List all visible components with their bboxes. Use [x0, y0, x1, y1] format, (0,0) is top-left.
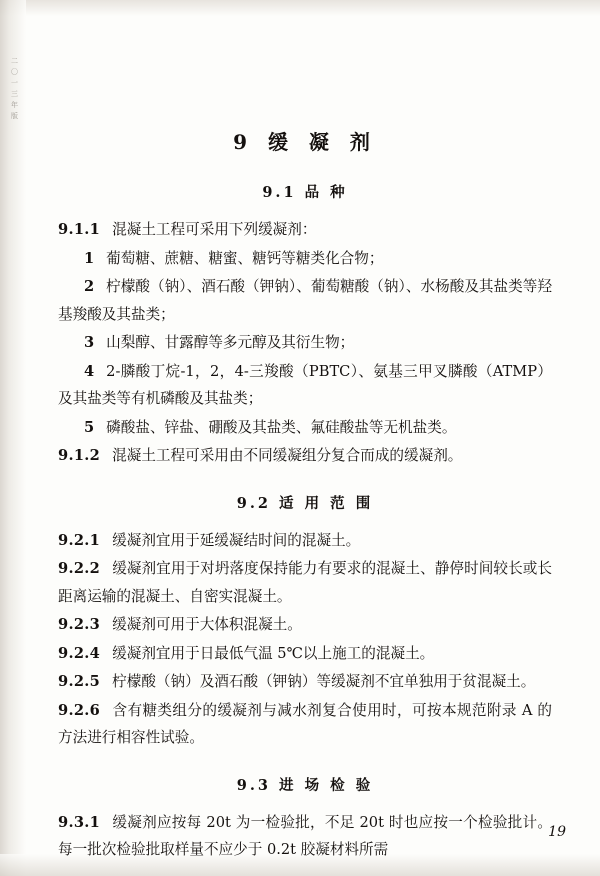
section-title-9-3: 9.3 进 场 检 验	[236, 776, 374, 794]
list-item-number: 5	[84, 418, 95, 436]
paragraph-text: 缓凝剂宜用于对坍落度保持能力有要求的混凝土、静停时间较长或长距离运输的混凝土、自密实混凝土。	[58, 560, 552, 605]
list-item-number: 3	[84, 334, 95, 351]
paragraph-9-3-1	[58, 809, 552, 864]
page-number: 19	[548, 824, 566, 840]
paragraph-text: 缓凝剂可用于大体积混凝土。	[112, 616, 302, 633]
paragraph-9-1-1	[58, 216, 552, 244]
list-item-5	[58, 414, 552, 442]
list-item-2	[58, 273, 552, 328]
list-item-text: 2-膦酸丁烷-1，2，4-三羧酸（PBTC）、氨基三甲叉膦酸（ATMP）及其盐类等有机磷酸及其盐类；	[58, 362, 552, 407]
page-content	[58, 0, 552, 876]
paragraph-9-2-4	[58, 640, 552, 668]
paragraph-number: 9.2.4	[58, 644, 101, 662]
list-item-text: 柠檬酸（钠）、酒石酸（钾钠）、葡萄糖酸（钠）、水杨酸及其盐类等羟基羧酸及其盐类；	[58, 278, 552, 323]
list-item-3	[58, 329, 552, 357]
list-item-text: 葡萄糖、蔗糖、糖蜜、糖钙等糖类化合物；	[106, 249, 384, 267]
section-title-9-1: 9.1 品 种	[262, 184, 348, 201]
paragraph-number: 9.2.6	[58, 701, 101, 719]
paragraph-text: 缓凝剂应按每 20t 为一检验批，不足 20t 时也应按一个检验批计。每一批次检验批取样量不应少于 0.2t 胶凝材料所需	[58, 813, 552, 858]
list-item-text: 山梨醇、甘露醇等多元醇及其衍生物；	[106, 334, 355, 351]
paragraph-text: 柠檬酸（钠）及酒石酸（钾钠）等缓凝剂不宜单独用于贫混凝土。	[112, 673, 536, 690]
paragraph-number: 9.2.3	[58, 616, 101, 633]
list-item-1	[58, 245, 552, 273]
margin-vertical-marks: 二 〇 一 三 年 版	[11, 57, 18, 120]
list-item-number: 1	[84, 249, 95, 267]
paragraph-text: 缓凝剂宜用于延缓凝结时间的混凝土。	[112, 531, 361, 549]
paragraph-number: 9.1.2	[58, 447, 101, 464]
paragraph-9-2-6	[58, 697, 552, 752]
paragraph-text: 含有糖类组分的缓凝剂与减水剂复合使用时，可按本规范附录 A 的方法进行相容性试验。	[58, 701, 552, 746]
paragraph-text: 缓凝剂宜用于日最低气温 5℃以上施工的混凝土。	[112, 644, 435, 662]
paragraph-9-1-2	[58, 442, 552, 470]
paragraph-9-2-2	[58, 555, 552, 610]
paragraph-9-2-3	[58, 611, 552, 639]
paragraph-number: 9.1.1	[58, 221, 101, 238]
section-title-9-2: 9.2 适 用 范 围	[236, 494, 374, 512]
paragraph-text: 混凝土工程可采用下列缓凝剂：	[112, 221, 317, 238]
list-item-number: 4	[84, 362, 95, 380]
chapter-title: 9 缓 凝 剂	[233, 130, 377, 154]
paragraph-9-2-1	[58, 527, 552, 555]
list-item-text: 磷酸盐、锌盐、硼酸及其盐类、氟硅酸盐等无机盐类。	[106, 418, 457, 436]
paragraph-9-2-5	[58, 668, 552, 696]
paragraph-number: 9.2.1	[58, 531, 101, 549]
paragraph-number: 9.3.1	[58, 813, 101, 831]
list-item-4	[58, 358, 552, 413]
paragraph-number: 9.2.2	[58, 560, 101, 577]
list-item-number: 2	[84, 278, 95, 295]
paragraph-text: 混凝土工程可采用由不同缓凝组分复合而成的缓凝剂。	[112, 447, 463, 464]
paragraph-number: 9.2.5	[58, 673, 101, 690]
